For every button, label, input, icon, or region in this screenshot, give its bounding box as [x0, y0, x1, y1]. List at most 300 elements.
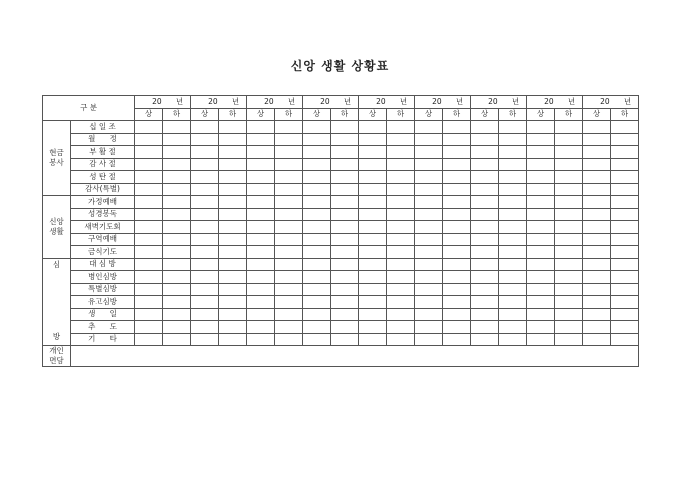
entry-cell[interactable] [303, 283, 331, 296]
entry-cell[interactable] [303, 196, 331, 209]
entry-cell[interactable] [191, 196, 219, 209]
entry-cell[interactable] [499, 121, 527, 134]
entry-cell[interactable] [583, 308, 611, 321]
entry-cell[interactable] [275, 246, 303, 259]
entry-cell[interactable] [471, 233, 499, 246]
entry-cell[interactable] [415, 183, 443, 196]
entry-cell[interactable] [387, 246, 415, 259]
entry-cell[interactable] [219, 321, 247, 334]
entry-cell[interactable] [583, 121, 611, 134]
entry-cell[interactable] [527, 208, 555, 221]
entry-cell[interactable] [443, 233, 471, 246]
entry-cell[interactable] [583, 208, 611, 221]
entry-cell[interactable] [135, 133, 163, 146]
entry-cell[interactable] [275, 221, 303, 234]
entry-cell[interactable] [415, 246, 443, 259]
entry-cell[interactable] [527, 283, 555, 296]
entry-cell[interactable] [583, 321, 611, 334]
entry-cell[interactable] [247, 258, 275, 271]
entry-cell[interactable] [247, 208, 275, 221]
entry-cell[interactable] [359, 121, 387, 134]
entry-cell[interactable] [275, 183, 303, 196]
entry-cell[interactable] [555, 196, 583, 209]
entry-cell[interactable] [303, 133, 331, 146]
entry-cell[interactable] [247, 133, 275, 146]
entry-cell[interactable] [303, 258, 331, 271]
entry-cell[interactable] [191, 271, 219, 284]
entry-cell[interactable] [387, 208, 415, 221]
entry-cell[interactable] [555, 333, 583, 346]
entry-cell[interactable] [555, 271, 583, 284]
entry-cell[interactable] [471, 196, 499, 209]
entry-cell[interactable] [191, 121, 219, 134]
entry-cell[interactable] [191, 221, 219, 234]
entry-cell[interactable] [555, 246, 583, 259]
entry-cell[interactable] [135, 171, 163, 184]
entry-cell[interactable] [583, 246, 611, 259]
entry-cell[interactable] [163, 296, 191, 309]
entry-cell[interactable] [135, 271, 163, 284]
entry-cell[interactable] [303, 321, 331, 334]
entry-cell[interactable] [527, 133, 555, 146]
entry-cell[interactable] [387, 146, 415, 159]
entry-cell[interactable] [415, 196, 443, 209]
entry-cell[interactable] [583, 196, 611, 209]
entry-cell[interactable] [527, 333, 555, 346]
entry-cell[interactable] [303, 308, 331, 321]
entry-cell[interactable] [443, 258, 471, 271]
entry-cell[interactable] [247, 171, 275, 184]
entry-cell[interactable] [359, 221, 387, 234]
entry-cell[interactable] [555, 208, 583, 221]
entry-cell[interactable] [471, 308, 499, 321]
entry-cell[interactable] [359, 321, 387, 334]
entry-cell[interactable] [499, 221, 527, 234]
entry-cell[interactable] [387, 158, 415, 171]
entry-cell[interactable] [247, 333, 275, 346]
entry-cell[interactable] [219, 296, 247, 309]
entry-cell[interactable] [331, 183, 359, 196]
entry-cell[interactable] [275, 271, 303, 284]
entry-cell[interactable] [499, 308, 527, 321]
entry-cell[interactable] [163, 271, 191, 284]
entry-cell[interactable] [135, 121, 163, 134]
entry-cell[interactable] [499, 146, 527, 159]
entry-cell[interactable] [303, 233, 331, 246]
entry-cell[interactable] [611, 246, 639, 259]
entry-cell[interactable] [527, 233, 555, 246]
entry-cell[interactable] [359, 133, 387, 146]
entry-cell[interactable] [135, 258, 163, 271]
entry-cell[interactable] [191, 258, 219, 271]
entry-cell[interactable] [359, 283, 387, 296]
entry-cell[interactable] [247, 246, 275, 259]
entry-cell[interactable] [331, 271, 359, 284]
entry-cell[interactable] [387, 271, 415, 284]
entry-cell[interactable] [443, 183, 471, 196]
entry-cell[interactable] [247, 183, 275, 196]
entry-cell[interactable] [583, 233, 611, 246]
entry-cell[interactable] [443, 208, 471, 221]
entry-cell[interactable] [415, 283, 443, 296]
entry-cell[interactable] [331, 308, 359, 321]
entry-cell[interactable] [527, 258, 555, 271]
entry-cell[interactable] [387, 333, 415, 346]
entry-cell[interactable] [135, 146, 163, 159]
entry-cell[interactable] [499, 296, 527, 309]
entry-cell[interactable] [191, 308, 219, 321]
entry-cell[interactable] [527, 146, 555, 159]
entry-cell[interactable] [303, 246, 331, 259]
entry-cell[interactable] [387, 283, 415, 296]
entry-cell[interactable] [443, 133, 471, 146]
entry-cell[interactable] [555, 308, 583, 321]
entry-cell[interactable] [471, 146, 499, 159]
entry-cell[interactable] [359, 158, 387, 171]
entry-cell[interactable] [499, 208, 527, 221]
entry-cell[interactable] [443, 308, 471, 321]
entry-cell[interactable] [583, 158, 611, 171]
entry-cell[interactable] [163, 333, 191, 346]
entry-cell[interactable] [611, 271, 639, 284]
entry-cell[interactable] [247, 296, 275, 309]
entry-cell[interactable] [219, 233, 247, 246]
entry-cell[interactable] [219, 308, 247, 321]
entry-cell[interactable] [415, 271, 443, 284]
entry-cell[interactable] [247, 308, 275, 321]
entry-cell[interactable] [527, 246, 555, 259]
entry-cell[interactable] [303, 271, 331, 284]
entry-cell[interactable] [275, 133, 303, 146]
entry-cell[interactable] [527, 183, 555, 196]
entry-cell[interactable] [499, 333, 527, 346]
entry-cell[interactable] [387, 296, 415, 309]
entry-cell[interactable] [471, 271, 499, 284]
entry-cell[interactable] [443, 121, 471, 134]
entry-cell[interactable] [247, 146, 275, 159]
entry-cell[interactable] [275, 158, 303, 171]
entry-cell[interactable] [135, 296, 163, 309]
entry-cell[interactable] [191, 333, 219, 346]
entry-cell[interactable] [471, 158, 499, 171]
entry-cell[interactable] [387, 221, 415, 234]
entry-cell[interactable] [191, 283, 219, 296]
memo-area[interactable] [71, 346, 639, 367]
entry-cell[interactable] [275, 146, 303, 159]
entry-cell[interactable] [303, 183, 331, 196]
entry-cell[interactable] [499, 246, 527, 259]
entry-cell[interactable] [611, 321, 639, 334]
entry-cell[interactable] [359, 308, 387, 321]
entry-cell[interactable] [163, 258, 191, 271]
entry-cell[interactable] [611, 121, 639, 134]
entry-cell[interactable] [443, 171, 471, 184]
entry-cell[interactable] [135, 183, 163, 196]
entry-cell[interactable] [387, 308, 415, 321]
entry-cell[interactable] [527, 296, 555, 309]
entry-cell[interactable] [387, 183, 415, 196]
entry-cell[interactable] [331, 283, 359, 296]
entry-cell[interactable] [471, 221, 499, 234]
entry-cell[interactable] [471, 171, 499, 184]
entry-cell[interactable] [611, 158, 639, 171]
entry-cell[interactable] [499, 133, 527, 146]
entry-cell[interactable] [415, 158, 443, 171]
entry-cell[interactable] [275, 121, 303, 134]
entry-cell[interactable] [499, 183, 527, 196]
entry-cell[interactable] [611, 133, 639, 146]
entry-cell[interactable] [415, 233, 443, 246]
entry-cell[interactable] [443, 221, 471, 234]
entry-cell[interactable] [191, 146, 219, 159]
entry-cell[interactable] [415, 208, 443, 221]
entry-cell[interactable] [443, 271, 471, 284]
entry-cell[interactable] [219, 196, 247, 209]
entry-cell[interactable] [331, 246, 359, 259]
entry-cell[interactable] [163, 208, 191, 221]
entry-cell[interactable] [135, 208, 163, 221]
entry-cell[interactable] [303, 333, 331, 346]
entry-cell[interactable] [443, 321, 471, 334]
entry-cell[interactable] [275, 321, 303, 334]
entry-cell[interactable] [359, 333, 387, 346]
entry-cell[interactable] [359, 171, 387, 184]
entry-cell[interactable] [331, 196, 359, 209]
entry-cell[interactable] [387, 171, 415, 184]
entry-cell[interactable] [471, 283, 499, 296]
entry-cell[interactable] [415, 333, 443, 346]
entry-cell[interactable] [443, 158, 471, 171]
entry-cell[interactable] [219, 333, 247, 346]
entry-cell[interactable] [163, 308, 191, 321]
entry-cell[interactable] [247, 196, 275, 209]
entry-cell[interactable] [583, 271, 611, 284]
entry-cell[interactable] [163, 246, 191, 259]
entry-cell[interactable] [555, 183, 583, 196]
entry-cell[interactable] [135, 283, 163, 296]
entry-cell[interactable] [191, 246, 219, 259]
entry-cell[interactable] [359, 196, 387, 209]
entry-cell[interactable] [471, 333, 499, 346]
entry-cell[interactable] [611, 183, 639, 196]
entry-cell[interactable] [415, 121, 443, 134]
entry-cell[interactable] [331, 208, 359, 221]
entry-cell[interactable] [387, 321, 415, 334]
entry-cell[interactable] [499, 258, 527, 271]
entry-cell[interactable] [555, 158, 583, 171]
entry-cell[interactable] [583, 283, 611, 296]
entry-cell[interactable] [555, 258, 583, 271]
entry-cell[interactable] [275, 208, 303, 221]
entry-cell[interactable] [303, 121, 331, 134]
entry-cell[interactable] [471, 296, 499, 309]
entry-cell[interactable] [303, 171, 331, 184]
entry-cell[interactable] [359, 258, 387, 271]
entry-cell[interactable] [555, 133, 583, 146]
entry-cell[interactable] [387, 121, 415, 134]
entry-cell[interactable] [387, 133, 415, 146]
entry-cell[interactable] [275, 283, 303, 296]
entry-cell[interactable] [387, 258, 415, 271]
entry-cell[interactable] [527, 121, 555, 134]
entry-cell[interactable] [247, 283, 275, 296]
entry-cell[interactable] [163, 196, 191, 209]
entry-cell[interactable] [275, 171, 303, 184]
entry-cell[interactable] [331, 133, 359, 146]
entry-cell[interactable] [247, 233, 275, 246]
entry-cell[interactable] [275, 258, 303, 271]
entry-cell[interactable] [247, 221, 275, 234]
entry-cell[interactable] [471, 183, 499, 196]
entry-cell[interactable] [219, 258, 247, 271]
entry-cell[interactable] [583, 146, 611, 159]
entry-cell[interactable] [163, 121, 191, 134]
entry-cell[interactable] [415, 296, 443, 309]
entry-cell[interactable] [611, 208, 639, 221]
entry-cell[interactable] [499, 283, 527, 296]
entry-cell[interactable] [359, 233, 387, 246]
entry-cell[interactable] [135, 158, 163, 171]
entry-cell[interactable] [219, 283, 247, 296]
entry-cell[interactable] [555, 233, 583, 246]
entry-cell[interactable] [331, 258, 359, 271]
entry-cell[interactable] [611, 196, 639, 209]
entry-cell[interactable] [219, 271, 247, 284]
entry-cell[interactable] [247, 271, 275, 284]
entry-cell[interactable] [163, 221, 191, 234]
entry-cell[interactable] [219, 246, 247, 259]
entry-cell[interactable] [527, 171, 555, 184]
entry-cell[interactable] [303, 158, 331, 171]
entry-cell[interactable] [331, 171, 359, 184]
entry-cell[interactable] [611, 233, 639, 246]
entry-cell[interactable] [527, 221, 555, 234]
entry-cell[interactable] [443, 333, 471, 346]
entry-cell[interactable] [275, 296, 303, 309]
entry-cell[interactable] [135, 308, 163, 321]
entry-cell[interactable] [163, 321, 191, 334]
entry-cell[interactable] [247, 321, 275, 334]
entry-cell[interactable] [359, 183, 387, 196]
entry-cell[interactable] [135, 196, 163, 209]
entry-cell[interactable] [191, 296, 219, 309]
entry-cell[interactable] [555, 146, 583, 159]
entry-cell[interactable] [387, 233, 415, 246]
entry-cell[interactable] [359, 296, 387, 309]
entry-cell[interactable] [611, 146, 639, 159]
entry-cell[interactable] [303, 208, 331, 221]
entry-cell[interactable] [331, 233, 359, 246]
entry-cell[interactable] [135, 333, 163, 346]
entry-cell[interactable] [163, 171, 191, 184]
entry-cell[interactable] [191, 321, 219, 334]
entry-cell[interactable] [163, 183, 191, 196]
entry-cell[interactable] [163, 133, 191, 146]
entry-cell[interactable] [247, 121, 275, 134]
entry-cell[interactable] [583, 258, 611, 271]
entry-cell[interactable] [275, 308, 303, 321]
entry-cell[interactable] [331, 121, 359, 134]
entry-cell[interactable] [611, 283, 639, 296]
entry-cell[interactable] [219, 121, 247, 134]
entry-cell[interactable] [219, 221, 247, 234]
entry-cell[interactable] [499, 171, 527, 184]
entry-cell[interactable] [331, 221, 359, 234]
entry-cell[interactable] [583, 221, 611, 234]
entry-cell[interactable] [135, 321, 163, 334]
entry-cell[interactable] [303, 296, 331, 309]
entry-cell[interactable] [555, 283, 583, 296]
entry-cell[interactable] [219, 133, 247, 146]
entry-cell[interactable] [555, 121, 583, 134]
entry-cell[interactable] [583, 133, 611, 146]
entry-cell[interactable] [191, 208, 219, 221]
entry-cell[interactable] [471, 133, 499, 146]
entry-cell[interactable] [135, 233, 163, 246]
entry-cell[interactable] [527, 321, 555, 334]
entry-cell[interactable] [247, 158, 275, 171]
entry-cell[interactable] [583, 296, 611, 309]
entry-cell[interactable] [275, 233, 303, 246]
entry-cell[interactable] [527, 158, 555, 171]
entry-cell[interactable] [415, 321, 443, 334]
entry-cell[interactable] [471, 258, 499, 271]
entry-cell[interactable] [191, 133, 219, 146]
entry-cell[interactable] [471, 246, 499, 259]
entry-cell[interactable] [499, 196, 527, 209]
entry-cell[interactable] [191, 183, 219, 196]
entry-cell[interactable] [331, 158, 359, 171]
entry-cell[interactable] [415, 146, 443, 159]
entry-cell[interactable] [555, 221, 583, 234]
entry-cell[interactable] [219, 183, 247, 196]
entry-cell[interactable] [163, 233, 191, 246]
entry-cell[interactable] [611, 171, 639, 184]
entry-cell[interactable] [275, 196, 303, 209]
entry-cell[interactable] [499, 158, 527, 171]
entry-cell[interactable] [471, 208, 499, 221]
entry-cell[interactable] [191, 233, 219, 246]
entry-cell[interactable] [359, 146, 387, 159]
entry-cell[interactable] [527, 308, 555, 321]
entry-cell[interactable] [415, 258, 443, 271]
entry-cell[interactable] [191, 158, 219, 171]
entry-cell[interactable] [555, 321, 583, 334]
entry-cell[interactable] [219, 158, 247, 171]
entry-cell[interactable] [331, 333, 359, 346]
entry-cell[interactable] [303, 221, 331, 234]
entry-cell[interactable] [415, 221, 443, 234]
entry-cell[interactable] [443, 146, 471, 159]
entry-cell[interactable] [135, 221, 163, 234]
entry-cell[interactable] [163, 283, 191, 296]
entry-cell[interactable] [331, 321, 359, 334]
entry-cell[interactable] [359, 208, 387, 221]
entry-cell[interactable] [611, 296, 639, 309]
entry-cell[interactable] [611, 308, 639, 321]
entry-cell[interactable] [443, 246, 471, 259]
entry-cell[interactable] [387, 196, 415, 209]
entry-cell[interactable] [443, 296, 471, 309]
entry-cell[interactable] [415, 133, 443, 146]
entry-cell[interactable] [555, 171, 583, 184]
entry-cell[interactable] [331, 296, 359, 309]
entry-cell[interactable] [499, 271, 527, 284]
entry-cell[interactable] [359, 246, 387, 259]
entry-cell[interactable] [443, 283, 471, 296]
entry-cell[interactable] [499, 233, 527, 246]
entry-cell[interactable] [191, 171, 219, 184]
